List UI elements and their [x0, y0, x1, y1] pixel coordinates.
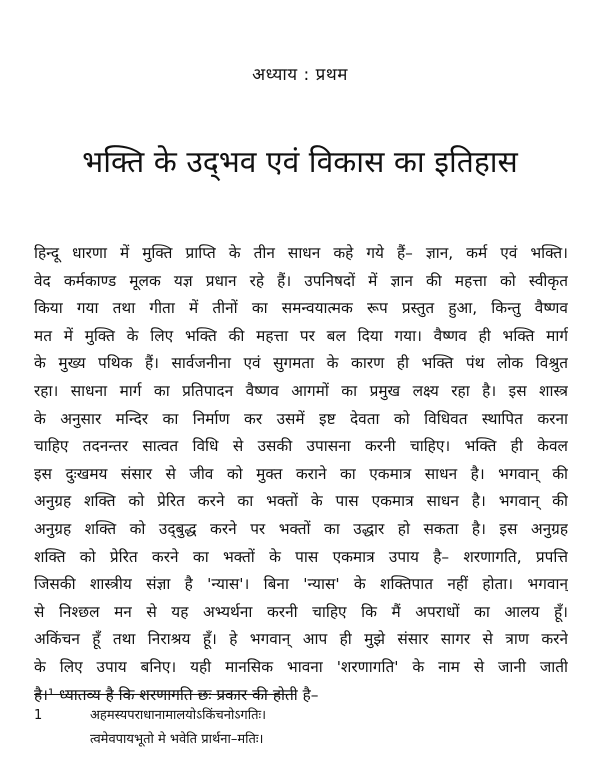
text-line: है।¹ ध्यातव्य है कि शरणागति छः प्रकार की होती है– — [34, 685, 319, 704]
footnote — [34, 704, 568, 752]
footnote-text: अहमस्यपराधानामालयोऽकिंचनोऽगतिः। — [90, 708, 267, 723]
footnote-text: त्वमेवपायभूतो मे भवेति प्रार्थना–मतिः। — [90, 732, 264, 747]
chapter-label: अध्याय : प्रथम — [252, 65, 348, 85]
text-line: के लिए उपाय बनिए। यही मानसिक भावना 'शरणागति' के नाम से जानी जाती — [34, 657, 568, 676]
body-paragraph — [34, 240, 568, 709]
text-line: जिसकी शास्त्रीय संज्ञा है 'न्यास'। बिना 'न्यास' के शक्तिपात नहीं होता। भगवान् — [34, 575, 568, 594]
text-line: अनुग्रह शक्ति को प्रेरित करने का भक्तों के पास एकमात्र साधन है। भगवान् की — [34, 492, 568, 511]
text-line: शक्ति को प्रेरित करने का भक्तों के पास एकमात्र उपाय है– शरणागति, प्रपत्ति — [34, 547, 568, 566]
text-line: इस दुःखमय संसार से जीव को मुक्त कराने का एकमात्र साधन है। भगवान् की — [34, 464, 568, 483]
footnote-line — [34, 704, 568, 728]
text-line: किया गया तथा गीता में तीनों का समन्वयात्मक रूप प्रस्तुत हुआ, किन्तु वैष्णव — [34, 299, 568, 318]
footnote-number: 1 — [34, 708, 43, 723]
text-line: चाहिए तदनन्तर सात्वत विधि से उसकी उपासना करनी चाहिए। भक्ति ही केवल — [34, 437, 568, 456]
text-line: के अनुसार मन्दिर का निर्माण कर उसमें इष्ट देवता को विधिवत स्थापित करना — [34, 409, 568, 428]
text-line: हिन्दू धारणा में मुक्ति प्राप्ति के तीन साधन कहे गये हैं– ज्ञान, कर्म एवं भक्ति। — [34, 244, 568, 262]
text-line: मत में मुक्ति के लिए भक्ति की महत्ता पर बल दिया गया। वैष्णव ही भक्ति मार्ग — [34, 326, 568, 345]
text-line: अनुग्रह शक्ति को उद्‌बुद्ध करने पर भक्तों का उद्धार हो सकता है। इस अनुग्रह — [34, 519, 568, 538]
footnote-separator — [34, 694, 296, 695]
footnote-line — [34, 728, 568, 752]
text-line: रहा। साधना मार्ग का प्रतिपादन वैष्णव आगमों का प्रमुख लक्ष्य रहा है। इस शास्त्र — [34, 381, 568, 400]
text-line: अकिंचन हूँ तथा निराश्रय हूँ। हे भगवान् आप ही मुझे संसार सागर से त्राण करने — [34, 630, 568, 649]
chapter-title: भक्ति के उद्‌भव एवं विकास का इतिहास — [82, 145, 518, 180]
text-line: से निश्छल मन से यह अभ्यर्थना करनी चाहिए कि मैं अपराधों का आलय हूँ। — [34, 602, 568, 621]
text-line: वेद कर्मकाण्ड मूलक यज्ञ प्रधान रहे हैं। उपनिषदों में ज्ञान की महत्ता को स्वीकृत — [34, 271, 568, 290]
text-line: के मुख्य पथिक हैं। सार्वजनीना एवं सुगमता के कारण ही भक्ति पंथ लोक विश्रुत — [34, 354, 568, 373]
